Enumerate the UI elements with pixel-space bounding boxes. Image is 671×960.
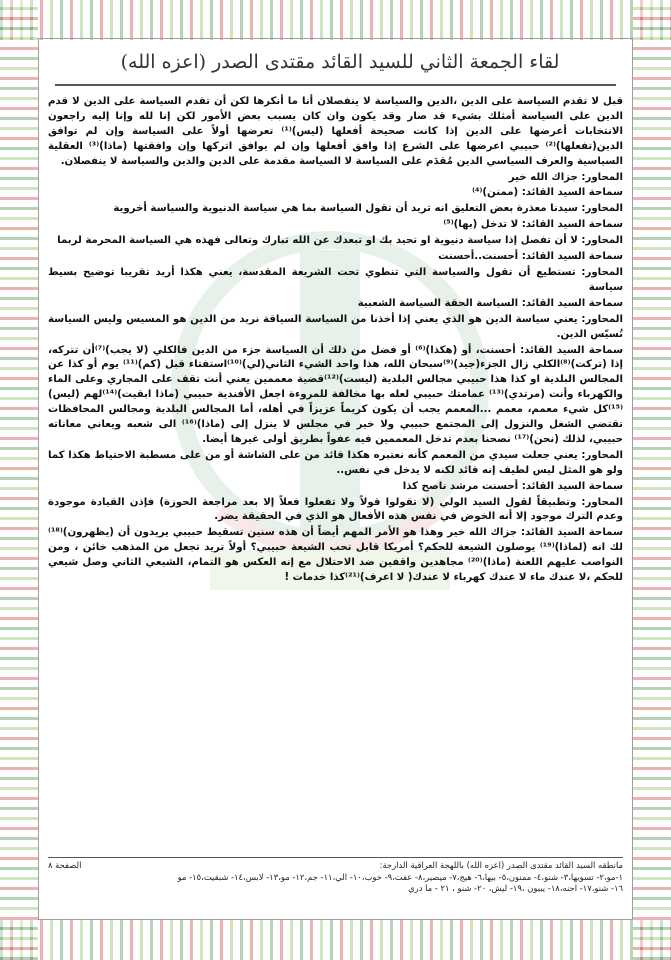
paragraph: المحاور: يعني سياسة الدين هو الذي يعني إذا أخذنا من السياسة السياقة نريد من الدين هو المسيس وليس السياسة تُسيّس الدين. [48,313,623,340]
paragraph: قبل لا تقدم السياسة على الدين ،الدين والسياسة لا ينفصلان أنا ما أنكرها لكن أن تقدم السياسة على الدين لا قدم الدين على السياسة أمثلك بشيء قد صار وقد يكون وان كان يسبب بعض الأمور لكن إنا لله وإنا إليه راجعون الانتخابات أعرضها على الدين إذا كانت صحيحة أفعلها (ليس)⁽¹⁾ تعرضها أولاً على السياسة وإن لم توافق الدين(تفعلها)⁽²⁾ حبيبي اعرضها على الشرع إذا وافق أفعلها وإن لم يوافق اتركها وإن وافقتها (ماذا)⁽³⁾ العقلية السياسية والعرف السياسي الدين مُقدَم على السياسة لا السياسة مقدمة على الدين والدين والسياسة لا ينفصلان. [48,96,623,167]
title-divider [55,84,616,86]
paragraph: سماحة السيد القائد: لا تدخل (بها)⁽⁵⁾ [443,219,623,231]
paragraph: سماحة السيد القائد: أحسنت مرشد ناصح كذا [402,480,623,492]
right-ornament-border [633,0,671,960]
paragraph: سماحة السيد القائد: (ممنن)⁽⁴⁾ [472,187,623,199]
paragraph: المحاور: لا أن تفصل إذا سياسة دنيوية او تحيد بك او تبعدك عن الله تبارك وتعالى فهذه هي السياسة المحرمة لربما [57,235,623,247]
footnote-heading: مانطقه السيد القائد مقتدى الصدر (اعزه الله) باللهجة العراقية الدارجة: [379,860,623,870]
footnote-divider [48,857,623,858]
paragraph: المحاور: سيدنا معذرة بعض التعليق انه تريد أن تقول السياسة بما هي سياسة الدنيوية والسياسة أخروية [113,203,623,215]
document-body [48,95,623,845]
left-ornament-border [0,0,38,960]
paragraph: المحاور: جزاك الله خير [508,171,623,183]
paragraph: المحاور: تستطيع أن تقول والسياسة التي تنطوي تحت الشريعة المقدسة، يعني هكذا أريد تقريبا توضيح بسيط سياسة [48,266,623,293]
glossary-line: ١-مو،٢- تسويها،٣- شنو،٤- ممنون،٥- بيها،٦- هيج،٧- ميصير،٨- عفت،٩- خوب،١٠- الي،١١- جم،١٢- مو،١٣- لابس،١٤- شبقيت،١٥- مو [177,871,623,882]
page-title: لقاء الجمعة الثاني للسيد القائد مقتدى الصدر (اعزه الله) [120,51,560,73]
paragraph: سماحة السيد القائد: السياسة الحقة السياسة الشعبية [357,297,623,309]
glossary-line: ١٦- شنو،١٧- احنه،١٨- يبيون ،١٩- ليش، ٢٠- شنو ، ٢١ - ما دري [408,883,623,893]
bottom-ornament-border [0,920,671,960]
paragraph: المحاور: يعني جعلت سيدي من المعمم كأنه نعتبره هكذا قائد من على الشاشة أو من على مسطبة الاحتياط هكذا كما ولو هو المثل ليس لطيف إنه قائد لكنه لا يدخل في نفس.. [48,449,623,476]
page-number: الصفحة ٨ [48,860,82,870]
paragraph: المحاور: وتطبيقاً لقول السيد الولي (لا تقولوا قولاً ولا تفعلوا فعلاً إلا بعد مراجعة الحوزة) فإذن القيادة موجودة وعدم الترك موجود إلا أنه الخوض في نفس هذه الأفعال هو الذي في الحقيقة يضر. [48,496,623,523]
paragraph: سماحة السيد القائد: جزاك الله خير وهذا هو الأمر المهم أيضاً أن هذه سنين تسقيط حبيبي يريدون أن (يظهرون)⁽¹⁸⁾ لك انه (لماذا)⁽¹⁹⁾ يوصلون الشيعة للحكم؟ أمريكا قابل تحب الشيعة حبيبي؟ أولاً تريد تجعل من المذهب خائن ، ومن النواصب عليهم اللعنة (ماذا)⁽²⁰⁾ مجاهدين واقفين ضد الاحتلال مع إنه العكس هو التمام، الشيعي الثاني وصل شيعي للحكم ،لا عندك ماء لا عندك كهرباء لا عندك( لا اعرف)⁽²¹⁾كذا خدمات ! [48,527,624,584]
footnotes [48,855,623,895]
top-ornament-border [0,0,671,40]
title-bar [100,45,580,79]
paragraph: سماحة السيد القائد: أحسنت..أحسنت [438,251,623,263]
paragraph: سماحة السيد القائد: أحسنت، أو (هكذا)⁽⁶⁾ أو فضل من ذلك أن السياسة جزء من الدين فالكلي (لا يجب)⁽⁷⁾أن تتركه، إذا (تركت)⁽⁸⁾الكلي زال الجزء(جيد)⁽⁹⁾سبحان الله، هذا واحد الشيء الثاني(لي)⁽¹⁰⁾استفتاء قبل (كم)⁽¹¹⁾ يوم أو كذا عن المجالس البلدية او كذا هذا حبيبي مجالس البلدية (ليست)⁽¹²⁾قضية معممين يعني أنت تقف على المجاري وعلى الماء والكهرباء وأنت (مرتدي)⁽¹³⁾ عمامتك حبيبي لعله بها مخالفة للمروءة اجعل الأفندية حبيبي (ماذا ابقيت)⁽¹⁴⁾لهم (ليس)⁽¹⁵⁾كل شيء معمم، معمم ...المعمم يجب أن يكون كريماً عزيزاً في أهله، أما المجالس البلدية ومجالس المحافظات تقتضي الشغل والنزول إلى المجتمع حبيبي ولا خير في مجلس لا ينزل إلى (ماذا)⁽¹⁶⁾ الى شعبه ويعاني معاناته حبيبي، لذلك (نحن)⁽¹⁷⁾ نصحنا بعدم تدخل المعممين فيه عفواً بطريق أولى غيرها أيضا. [48,344,624,445]
